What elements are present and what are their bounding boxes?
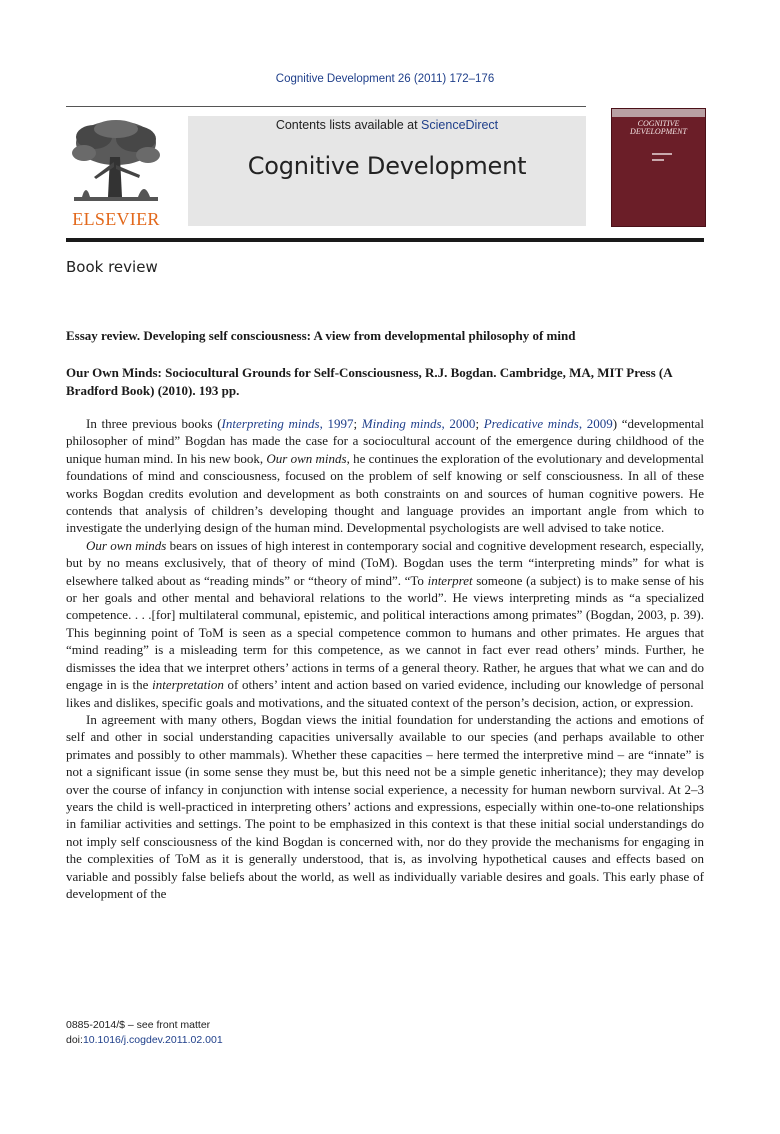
paragraph-2: Our own minds bears on issues of high interest in contemporary social and cognitive development research, especially, but by no means exclusively, that of theory of mind (ToM). Bogdan uses the term “interpreting minds” for what is elsewhere talked about as “reading minds” or “theory of mind”. “To interpret someone (a subject) is to make sense of his or her goals and other mental and behavioral relations to the world”. He views interpreting minds as “a specialized competence. . . .[for] multilateral communal, epistemic, and political interactions among primates” (Bogdan, 2003, p. 39). This beginning point of ToM is seen as a special competence common to humans and other primates. He argues that “mind reading” is a misleading term for this competence, as we cannot in fact ever read others’ minds. Further, he dismisses the idea that we interpret others’ actions in terms of a general theory. Rather, he argues that what we can and do engage in is the interpretation of others’ intent and action based on varied evidence, including our knowledge of personal likes and dislikes, specific goals and motivations, and the situated context of the person’s decision, action, or expression. [66,537,705,710]
paragraph-3: In agreement with many others, Bogdan views the initial foundation for understanding the actions and emotions of self and other in social understanding capacities universally available to our species (and perhaps available to other primates and possibly to other mammals). Whether these capacities – here termed the interpretive mind – are “innate” is not a significant issue (in some sense they must be, but this need not be a simple genetic inheritance); they may develop over the course of infancy in conjunction with intense social experience, a necessity for human newborn survival. At 2–3 years the child is well-practiced in interpreting others’ actions and expressions, especially within one-to-one relationships in familiar activities and settings. The point to be emphasized in this context is that these initial social understandings do not imply self consciousness of the kind Bogdan is concerned with, nor do they provide the mechanisms for engaging in the complexities of ToM as it is generally understood, that is, as involving hypothetical causes and effects based on variable and possibly false beliefs about the world, as well as individually variable desires and goals. This early phase of development of the [66,711,704,901]
header-top-rule [66,106,586,107]
page-footer [66,1018,223,1048]
doi-line: doi:10.1016/j.cogdev.2011.02.001 [66,1034,223,1046]
reviewed-book-info: Our Own Minds: Sociocultural Grounds for Self-Consciousness, R.J. Bogdan. Cambridge, MA, MIT Press (A Bradford Book) (2010). 193 pp. [66,365,672,398]
citation-bogdan-2003[interactable]: Bogdan, 2003 [590,607,664,623]
section-label: Book review [66,258,158,276]
journal-masthead [188,116,586,226]
cover-title: COGNITIVE DEVELOPMENT [630,119,687,136]
doi-link[interactable]: 10.1016/j.cogdev.2011.02.001 [82,1034,223,1046]
sciencedirect-link[interactable]: ScienceDirect [421,118,499,132]
ref-link-minding-minds[interactable]: Minding minds, 2000 [361,416,476,431]
contents-prefix: Contents lists available at [275,118,422,132]
article-title: Essay review. Developing self consciousness: A view from developmental philosophy of mind [66,328,576,343]
contents-availability-line [188,118,586,132]
ref-link-interpreting-minds[interactable]: Interpreting minds, 1997 [221,416,354,431]
paragraph-1: In three previous books (Interpreting minds, 1997; Minding minds, 2000; Predicative minds, 2009) “developmental philosopher of mind” Bogdan has made the case for a sociocultural account of the emergence during childhood of the unique human mind. In his new book, Our own minds, he continues the exploration of the evolutionary and developmental foundations of mind and consciousness, focused on the problem of self knowing or self consciousness. In all of these works Bogdan credits evolution and development as both constraints on and sources of human cognitive powers. He contends that analysis of children’s developing thought and language provides an important angle from which to investigate the underlying design of the human mind. Developmental psychologists are well advised to take notice. [66,416,705,536]
cover-top-band [612,109,705,117]
journal-title: Cognitive Development [247,152,527,180]
header-bottom-rule [66,238,704,242]
cover-decoration-icon [622,149,692,199]
ref-link-predicative-minds[interactable]: Predicative minds, 2009 [483,416,613,431]
elsevier-wordmark: ELSEVIER [72,209,160,229]
journal-citation-link[interactable]: Cognitive Development 26 (2011) 172–176 [275,73,495,85]
issn-line: 0885-2014/$ – see front matter [66,1019,211,1031]
article-body [66,415,704,902]
journal-cover-thumbnail[interactable] [611,108,706,227]
